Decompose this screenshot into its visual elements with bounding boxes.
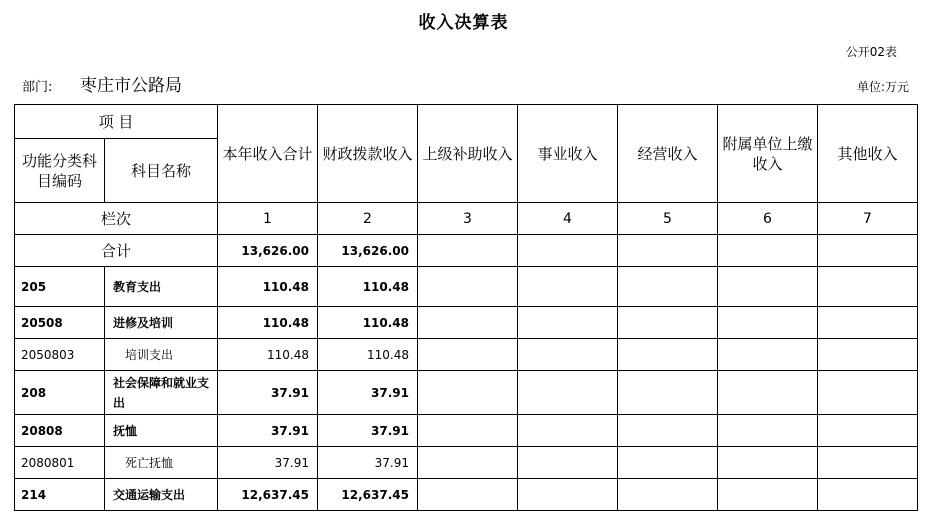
empty-cell xyxy=(818,235,918,267)
column-index-label: 栏次 xyxy=(15,203,218,235)
header-subject-name: 科目名称 xyxy=(105,139,218,203)
row-total: 110.48 xyxy=(218,267,318,307)
empty-cell xyxy=(718,371,818,415)
empty-cell xyxy=(518,371,618,415)
empty-cell xyxy=(518,479,618,511)
empty-cell xyxy=(418,415,518,447)
row-fiscal: 110.48 xyxy=(318,267,418,307)
total-row-total: 13,626.00 xyxy=(218,235,318,267)
column-index: 3 xyxy=(418,203,518,235)
empty-cell xyxy=(518,447,618,479)
header-business: 事业收入 xyxy=(518,105,618,203)
row-name: 交通运输支出 xyxy=(105,479,218,511)
table-row xyxy=(15,415,918,447)
table-row xyxy=(15,267,918,307)
empty-cell xyxy=(818,415,918,447)
column-index: 6 xyxy=(718,203,818,235)
unit-label: 单位:万元 xyxy=(856,80,909,94)
empty-cell xyxy=(718,339,818,371)
empty-cell xyxy=(518,307,618,339)
row-total: 12,637.45 xyxy=(218,479,318,511)
empty-cell xyxy=(418,235,518,267)
row-name: 培训支出 xyxy=(105,339,218,371)
empty-cell xyxy=(618,235,718,267)
report-title: 收入决算表 xyxy=(418,13,509,33)
table-row xyxy=(15,447,918,479)
empty-cell xyxy=(618,339,718,371)
empty-cell xyxy=(818,447,918,479)
row-fiscal: 37.91 xyxy=(318,371,418,415)
empty-cell xyxy=(718,267,818,307)
empty-cell xyxy=(418,307,518,339)
row-total: 110.48 xyxy=(218,339,318,371)
row-code: 205 xyxy=(15,267,105,307)
income-table xyxy=(14,104,918,511)
empty-cell xyxy=(418,339,518,371)
row-fiscal: 110.48 xyxy=(318,307,418,339)
total-row-label: 合计 xyxy=(15,235,218,267)
table-row xyxy=(15,307,918,339)
header-superior: 上级补助收入 xyxy=(418,105,518,203)
empty-cell xyxy=(518,415,618,447)
table-row xyxy=(15,339,918,371)
row-name: 社会保障和就业支出 xyxy=(105,371,218,415)
row-total: 37.91 xyxy=(218,447,318,479)
row-name: 死亡抚恤 xyxy=(105,447,218,479)
table-row xyxy=(15,371,918,415)
empty-cell xyxy=(618,447,718,479)
row-code: 20808 xyxy=(15,415,105,447)
empty-cell xyxy=(618,307,718,339)
empty-cell xyxy=(718,479,818,511)
row-total: 110.48 xyxy=(218,307,318,339)
empty-cell xyxy=(618,371,718,415)
row-name: 抚恤 xyxy=(105,415,218,447)
department-name: 枣庄市公路局 xyxy=(80,76,182,96)
row-fiscal: 12,637.45 xyxy=(318,479,418,511)
header-affiliated: 附属单位上缴收入 xyxy=(718,105,818,203)
header-fiscal: 财政拨款收入 xyxy=(318,105,418,203)
empty-cell xyxy=(518,235,618,267)
row-name: 进修及培训 xyxy=(105,307,218,339)
row-fiscal: 37.91 xyxy=(318,447,418,479)
row-code: 214 xyxy=(15,479,105,511)
column-index: 7 xyxy=(818,203,918,235)
header-other: 其他收入 xyxy=(818,105,918,203)
row-code: 2080801 xyxy=(15,447,105,479)
empty-cell xyxy=(618,479,718,511)
empty-cell xyxy=(618,267,718,307)
empty-cell xyxy=(418,371,518,415)
empty-cell xyxy=(618,415,718,447)
row-total: 37.91 xyxy=(218,371,318,415)
row-code: 20508 xyxy=(15,307,105,339)
row-code: 208 xyxy=(15,371,105,415)
empty-cell xyxy=(718,447,818,479)
empty-cell xyxy=(818,479,918,511)
empty-cell xyxy=(818,267,918,307)
empty-cell xyxy=(518,339,618,371)
empty-cell xyxy=(718,415,818,447)
empty-cell xyxy=(718,235,818,267)
empty-cell xyxy=(718,307,818,339)
empty-cell xyxy=(418,479,518,511)
column-index: 2 xyxy=(318,203,418,235)
header-func-code: 功能分类科目编码 xyxy=(15,139,105,203)
row-total: 37.91 xyxy=(218,415,318,447)
empty-cell xyxy=(818,307,918,339)
header-operating: 经营收入 xyxy=(618,105,718,203)
table-row xyxy=(15,479,918,511)
total-row-fiscal: 13,626.00 xyxy=(318,235,418,267)
row-fiscal: 37.91 xyxy=(318,415,418,447)
empty-cell xyxy=(418,267,518,307)
header-total: 本年收入合计 xyxy=(218,105,318,203)
empty-cell xyxy=(518,267,618,307)
row-fiscal: 110.48 xyxy=(318,339,418,371)
empty-cell xyxy=(418,447,518,479)
column-index: 5 xyxy=(618,203,718,235)
empty-cell xyxy=(818,339,918,371)
row-name: 教育支出 xyxy=(105,267,218,307)
row-code: 2050803 xyxy=(15,339,105,371)
header-item: 项 目 xyxy=(15,105,218,139)
department-label: 部门: xyxy=(22,80,53,95)
column-index: 1 xyxy=(218,203,318,235)
empty-cell xyxy=(818,371,918,415)
column-index: 4 xyxy=(518,203,618,235)
form-number: 公开02表 xyxy=(845,45,897,59)
